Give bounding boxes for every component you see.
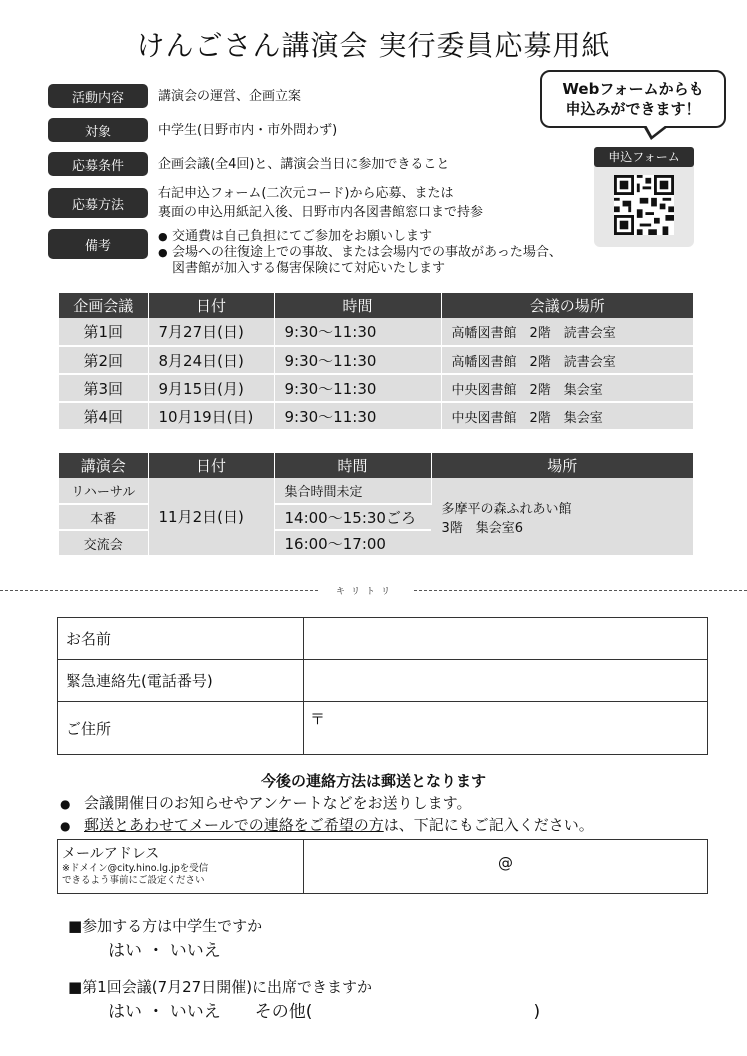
activity-text: 講演会の運営、企画立案 bbox=[158, 88, 302, 104]
lecture-place-line-1: 多摩平の森ふれあい館 bbox=[441, 501, 572, 517]
table-row bbox=[59, 402, 693, 430]
email-note-1: ※ドメイン@city.hino.lg.jpを受信 bbox=[62, 863, 209, 874]
meeting-place: 中央図書館 2階 集会室 bbox=[441, 374, 693, 402]
answer-options-1[interactable]: はい ・ いいえ bbox=[108, 941, 221, 961]
web-form-bubble bbox=[540, 70, 726, 128]
meeting-date: 10月19日(日) bbox=[148, 402, 274, 430]
event-name: リハーサル bbox=[59, 478, 148, 504]
meeting-time: 9:30～11:30 bbox=[274, 346, 441, 374]
email-label-cell bbox=[58, 840, 304, 894]
method-line-2: 裏面の申込用紙記入後、日野市内各図書館窓口まで持参 bbox=[158, 205, 484, 220]
lecture-place-line-2: 3階 集会室6 bbox=[441, 520, 524, 536]
meeting-time: 9:30～11:30 bbox=[274, 402, 441, 430]
event-name: 交流会 bbox=[59, 530, 148, 556]
notes-list bbox=[158, 229, 562, 277]
col-header: 日付 bbox=[148, 293, 274, 318]
qr-form-box[interactable] bbox=[594, 147, 694, 247]
phone-label: 緊急連絡先(電話番号) bbox=[58, 660, 304, 702]
address-field[interactable] bbox=[304, 702, 708, 755]
name-field[interactable] bbox=[304, 618, 708, 660]
lecture-place bbox=[431, 478, 693, 556]
bullet-icon: ● bbox=[60, 819, 71, 833]
meeting-place: 中央図書館 2階 集会室 bbox=[441, 402, 693, 430]
bullet-icon: ● bbox=[60, 797, 71, 811]
meeting-number: 第4回 bbox=[59, 402, 148, 430]
notice-bullet-2 bbox=[60, 814, 594, 835]
tag-method: 応募方法 bbox=[48, 188, 148, 218]
meeting-time: 9:30～11:30 bbox=[274, 318, 441, 346]
cut-dash-right bbox=[414, 590, 747, 591]
qr-code-icon[interactable] bbox=[614, 175, 674, 235]
table-header-row bbox=[59, 453, 693, 478]
col-header: 会議の場所 bbox=[441, 293, 693, 318]
meeting-place: 高幡図書館 2階 読書会室 bbox=[441, 318, 693, 346]
meeting-number: 第3回 bbox=[59, 374, 148, 402]
form-row-address bbox=[58, 702, 708, 755]
tag-notes: 備考 bbox=[48, 229, 148, 259]
form-row-name bbox=[58, 618, 708, 660]
tag-target: 対象 bbox=[48, 118, 148, 142]
page-title: けんごさん講演会 実行委員応募用紙 bbox=[136, 29, 611, 62]
event-name: 本番 bbox=[59, 504, 148, 530]
info-row-target bbox=[48, 118, 337, 142]
table-row bbox=[59, 318, 693, 346]
meeting-date: 9月15日(月) bbox=[148, 374, 274, 402]
at-sign: @ bbox=[498, 853, 513, 872]
note-item: ● 会場への往復途上での事故、または会場内での事故があった場合、 bbox=[158, 245, 562, 261]
note-item-continuation: 図書館が加入する傷害保険にて対応いたします bbox=[172, 261, 446, 276]
notice-underlined-text: 郵送とあわせてメールでの連絡をご希望の方 bbox=[84, 816, 384, 834]
notice-text: は、下記にもご記入ください。 bbox=[383, 816, 594, 834]
conditions-text: 企画会議(全4回)と、講演会当日に参加できること bbox=[158, 156, 450, 172]
lecture-date: 11月2日(日) bbox=[148, 478, 274, 556]
bubble-line-1: Webフォームからも bbox=[562, 80, 704, 98]
info-row-conditions bbox=[48, 152, 449, 176]
col-header: 場所 bbox=[431, 453, 693, 478]
target-text: 中学生(日野市内・市外問わず) bbox=[158, 122, 338, 138]
email-note-2: できるよう事前にご設定ください bbox=[62, 875, 205, 886]
postal-mark: 〒 bbox=[310, 710, 326, 728]
lecture-schedule-table bbox=[59, 453, 693, 557]
name-label: お名前 bbox=[58, 618, 304, 660]
cut-dash-left bbox=[0, 590, 318, 591]
meeting-schedule-table bbox=[59, 293, 693, 431]
col-header: 企画会議 bbox=[59, 293, 148, 318]
cut-label: キリトリ bbox=[318, 584, 414, 597]
info-row-notes bbox=[48, 229, 562, 277]
notice-bullet-1 bbox=[60, 792, 471, 813]
application-form-table bbox=[57, 617, 708, 755]
phone-field[interactable] bbox=[304, 660, 708, 702]
method-text bbox=[158, 184, 483, 222]
info-row-activity bbox=[48, 84, 301, 108]
note-item: ● 交通費は自己負担にてご参加をお願いします bbox=[158, 229, 562, 245]
info-row-method bbox=[48, 184, 483, 222]
form-row-email bbox=[58, 840, 708, 894]
meeting-place: 高幡図書館 2階 読書会室 bbox=[441, 346, 693, 374]
email-table bbox=[57, 839, 708, 894]
meeting-number: 第2回 bbox=[59, 346, 148, 374]
address-label: ご住所 bbox=[58, 702, 304, 755]
event-time: 14:00～15:30ごろ bbox=[274, 504, 431, 530]
bubble-line-2: 申込みができます！ bbox=[565, 100, 701, 118]
question-2: ■第1回会議(7月27日開催)に出席できますか bbox=[68, 978, 373, 996]
meeting-date: 8月24日(日) bbox=[148, 346, 274, 374]
meeting-number: 第1回 bbox=[59, 318, 148, 346]
meeting-time: 9:30～11:30 bbox=[274, 374, 441, 402]
answer-options-2[interactable]: はい ・ いいえ その他( ) bbox=[108, 1002, 541, 1022]
table-row bbox=[59, 478, 693, 504]
col-header: 講演会 bbox=[59, 453, 148, 478]
meeting-date: 7月27日(日) bbox=[148, 318, 274, 346]
bubble-tail-inner bbox=[646, 125, 666, 136]
col-header: 時間 bbox=[274, 453, 431, 478]
tag-conditions: 応募条件 bbox=[48, 152, 148, 176]
table-row bbox=[59, 374, 693, 402]
table-header-row bbox=[59, 293, 693, 318]
col-header: 日付 bbox=[148, 453, 274, 478]
notice-text: 会議開催日のお知らせやアンケートなどをお送りします。 bbox=[84, 794, 472, 812]
event-time: 16:00～17:00 bbox=[274, 530, 431, 556]
email-label: メールアドレス bbox=[62, 846, 160, 862]
email-field[interactable] bbox=[304, 840, 708, 894]
tag-activity: 活動内容 bbox=[48, 84, 148, 108]
event-time: 集合時間未定 bbox=[274, 478, 431, 504]
notice-title: 今後の連絡方法は郵送となります bbox=[260, 772, 486, 790]
table-row bbox=[59, 346, 693, 374]
method-line-1: 右記申込フォーム(二次元コード)から応募、または bbox=[158, 186, 454, 201]
col-header: 時間 bbox=[274, 293, 441, 318]
cut-line bbox=[0, 584, 747, 596]
form-row-phone bbox=[58, 660, 708, 702]
question-1: ■参加する方は中学生ですか bbox=[68, 917, 263, 935]
qr-label: 申込フォーム bbox=[594, 147, 694, 167]
